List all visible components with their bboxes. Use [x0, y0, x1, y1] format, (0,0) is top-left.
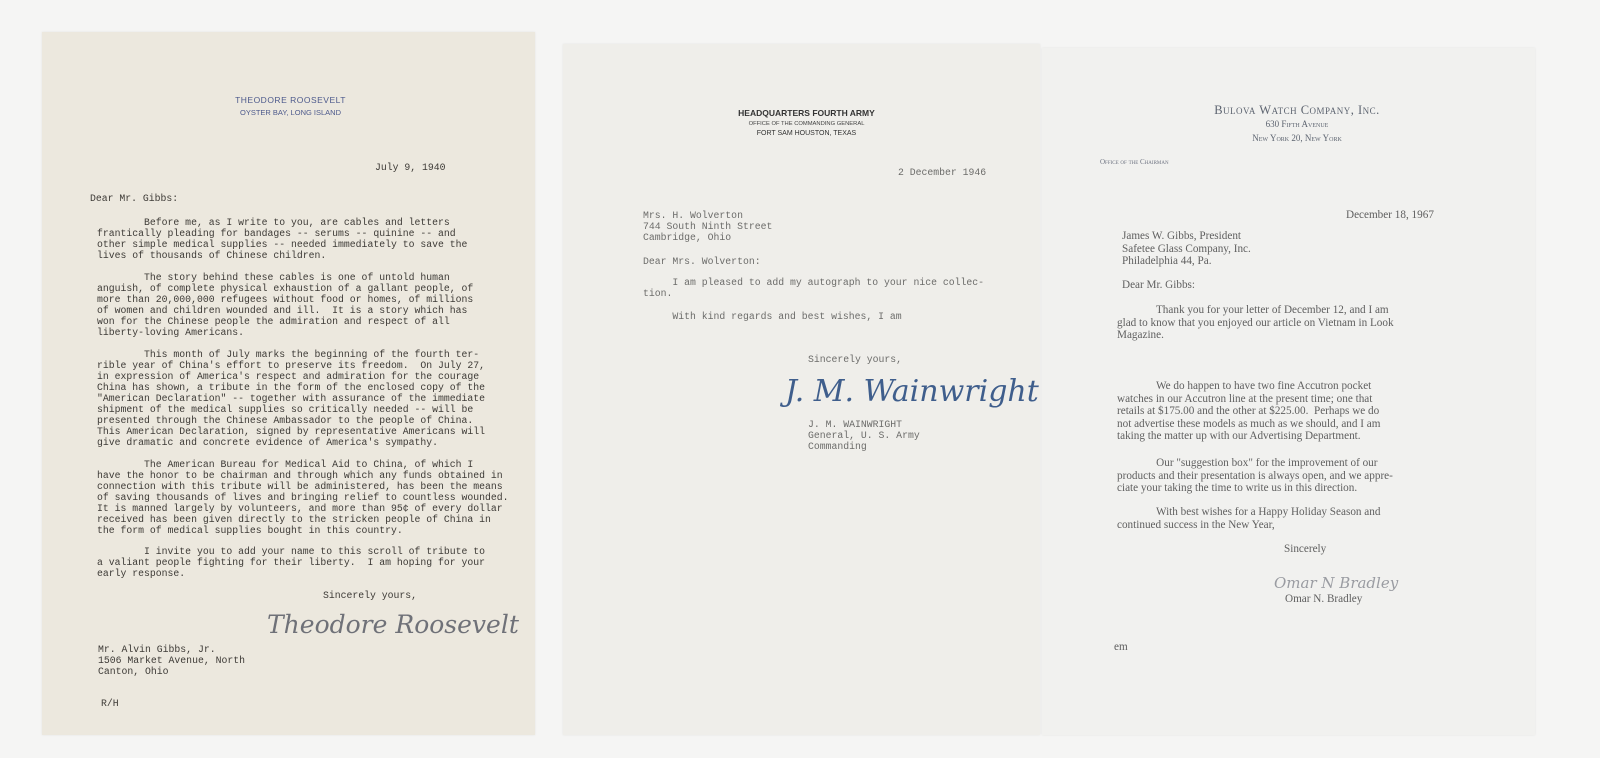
salutation: Dear Mrs. Wolverton: [643, 256, 761, 267]
salutation: Dear Mr. Gibbs: [1122, 279, 1196, 291]
paragraph: The American Bureau for Medical Aid to China, of which I have the honor to be chairman and through which any funds obtained in connection with this tribute will be administered, has been the means of saving thousands of lives and bringing relief to countless wounded. It is manned largely by volunteers, and more than 95¢ of every dollar received has been given directly to the stricken people of China in the form of medical supplies bought in this country. [97, 459, 509, 536]
paragraph: Before me, as I write to you, are cables and letters frantically pleading for bandages -- serums -- quinine -- and other simple medical supplies -- needed immediately to save the lives of thousands of Chinese children. [97, 217, 468, 261]
letterhead-name: Bulova Watch Company, Inc. [1214, 103, 1380, 117]
letterhead-place: OYSTER BAY, LONG ISLAND [239, 108, 341, 117]
paragraph: I am pleased to add my autograph to your nice collec- tion. [643, 277, 984, 299]
paragraph: The story behind these cables is one of untold human anguish, of complete physical exhaustion of a gallant people, of more than 20,000,000 refugees without food or homes, of millions of women and children wounded and ill. It is a story which has won for the Chinese people the admiration and respect of all liberty-loving Americans. [97, 272, 474, 338]
salutation: Dear Mr. Gibbs: [90, 193, 179, 204]
letter-date: 2 December 1946 [898, 167, 987, 178]
initials: R/H [101, 698, 119, 709]
letterhead-name: THEODORE ROOSEVELT [235, 95, 346, 105]
closing: Sincerely yours, [808, 354, 903, 365]
paragraph: With kind regards and best wishes, I am [643, 311, 902, 322]
paragraph: Our "suggestion box" for the improvement of our products and their presentation is always open, and we appre- ciate your taking the time to write us in this direction. [1117, 457, 1393, 495]
paragraph: I invite you to add your name to this scroll of tribute to a valiant people fighting for their liberty. I am hoping for your early response. [97, 546, 486, 579]
letterhead-office: OFFICE OF THE COMMANDING GENERAL [748, 121, 865, 127]
letterhead-title: HEADQUARTERS FOURTH ARMY [738, 108, 875, 118]
closing: Sincerely [1284, 543, 1327, 555]
recipient-address: Mr. Alvin Gibbs, Jr. 1506 Market Avenue, North Canton, Ohio [98, 644, 245, 677]
paragraph: With best wishes for a Happy Holiday Season and continued success in the New Year, [1117, 506, 1381, 531]
letter-wainwright [563, 44, 1040, 735]
signer-name: Omar N. Bradley [1285, 593, 1363, 605]
letter-date: December 18, 1967 [1346, 209, 1434, 221]
closing: Sincerely yours, [323, 590, 418, 601]
paragraph: This month of July marks the beginning of the fourth ter- rible year of China's effort to preserve its freedom. On July 27, in expression of America's respect and admiration for the courage China has shown, a tribute in the form of the enclosed copy of the "American Declaration" -- together with assurance of the immediate shipment of the medical supplies so critically needed -- will be presented through the Chinese Ambassador to the people of China. This American Declaration, signed by representative Americans will give dramatic and concrete evidence of America's sympathy. [97, 349, 486, 448]
paragraph: We do happen to have two fine Accutron pocket watches in our Accutron line at the present time; one that retails at $175.00 and the other at $225.00. Perhaps we do not advertise these models as much as we should, and I am taking the matter up with our Advertising Department. [1117, 380, 1381, 443]
office-label: Office of the Chairman [1100, 158, 1169, 166]
paragraph: Thank you for your letter of December 12, and I am glad to know that you enjoyed our article on Vietnam in Look Magazine. [1117, 304, 1394, 342]
signature: Omar N Bradley [1274, 574, 1399, 592]
letterhead-street: 630 Fifth Avenue [1265, 119, 1329, 129]
recipient-address: Mrs. H. Wolverton 744 South Ninth Street Cambridge, Ohio [643, 210, 773, 243]
initials: em [1114, 641, 1128, 653]
signature: J. M. Wainwright [785, 374, 1039, 409]
signer-block: J. M. WAINWRIGHT General, U. S. Army Commanding [808, 419, 920, 452]
letterhead-city: New York 20, New York [1252, 133, 1342, 143]
signature: Theodore Roosevelt [267, 610, 519, 639]
recipient-address: James W. Gibbs, President Safetee Glass Company, Inc. Philadelphia 44, Pa. [1122, 230, 1251, 268]
letter-date: July 9, 1940 [375, 162, 446, 173]
letter-bradley [1042, 48, 1535, 735]
letterhead-place: FORT SAM HOUSTON, TEXAS [756, 130, 857, 137]
letter-roosevelt [42, 32, 535, 735]
